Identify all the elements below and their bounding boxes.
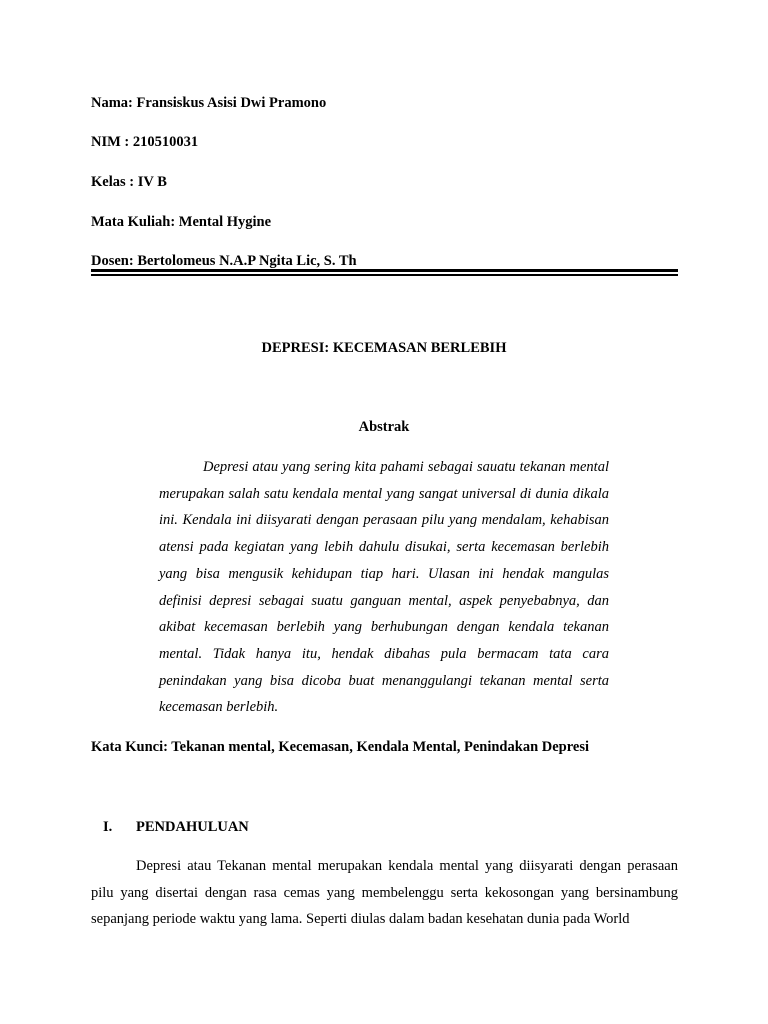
course-name: Mata Kuliah: Mental Hygine: [91, 214, 272, 230]
abstract-body: Depresi atau yang sering kita pahami sebagai sauatu tekanan mental merupakan salah satu kendala mental yang sangat universal di dunia dikala ini. Kendala ini diisyarati dengan perasaan pilu yang mendalam, kehabisan atensi pada kegiatan yang lebih dahulu disukai, serta kecemasan berlebih yang bisa mengusik kehidupan tiap hari. Ulasan ini hendak mangulas definisi depresi sebagai suatu ganguan mental, aspek penyebabnya, dan akibat kecemasan berlebih yang berhubungan dengan kendala tekanan mental. Tidak hanya itu, hendak dibahas pula bermacam tata cara penindakan yang bisa dicoba buat menanggulangi tekanan mental serta kecemasan berlebih.: [159, 459, 609, 716]
section-title: PENDAHULUAN: [136, 819, 249, 835]
student-name: Nama: Fransiskus Asisi Dwi Pramono: [91, 95, 327, 111]
lecturer-name: Dosen: Bertolomeus N.A.P Ngita Lic, S. Th: [91, 253, 357, 269]
keywords: Kata Kunci: Tekanan mental, Kecemasan, Kendala Mental, Penindakan Depresi: [91, 739, 590, 755]
intro-paragraph: Depresi atau Tekanan mental merupakan kendala mental yang diisyarati dengan perasaan pilu yang disertai dengan rasa cemas yang membelenggu serta kekosongan yang bersinambung sepanjang periode waktu yang lama. Seperti diulas dalam badan kesehatan dunia pada World: [91, 858, 678, 928]
header-divider-thick: [91, 269, 678, 272]
student-nim: NIM : 210510031: [91, 134, 199, 150]
section-number: I.: [103, 819, 113, 835]
abstract-heading: Abstrak: [358, 419, 410, 435]
header-divider-thin: [91, 274, 678, 276]
paper-title: DEPRESI: KECEMASAN BERLEBIH: [261, 340, 507, 356]
student-class: Kelas : IV B: [91, 174, 167, 190]
